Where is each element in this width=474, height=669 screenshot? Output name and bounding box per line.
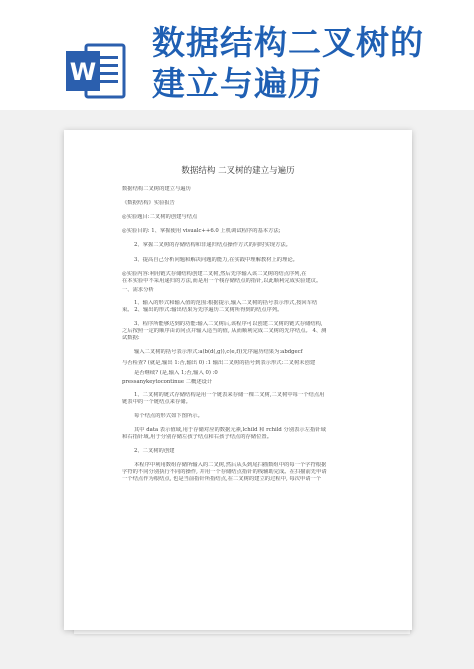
document-line: pressanykeytocontinue 二概述设计 (122, 379, 213, 385)
document-line: 与否检查? (就是,输出 1:否,输出 0) :1 输出二叉树的括号到表示形式:二叉树未创建 (122, 360, 316, 366)
document-line: 数据结构二叉树的建立与遍历 (122, 186, 191, 192)
document-line: ◎实验内容:利用链式存储结构创建二叉树,然后先序输入该二叉树的结点序列,在 (122, 271, 307, 277)
document-line: 2、掌握二叉树的存储结构和非递归结点操作方式的同时实现方法。 (134, 242, 291, 248)
document-line: ◎实验目的: 1、掌握使用 visualc++6.0 上机调试程序的基本方法; (122, 228, 281, 234)
document-line: 1、二叉树的链式存储结构是用一个链表来存储一棵二叉树,二叉树中每一个结点用 (134, 392, 325, 398)
svg-text:W: W (69, 58, 97, 86)
header-banner (0, 0, 474, 110)
document-line: 是否继续? (是,输入 1;否,输入 0) :0 (134, 370, 218, 376)
document-line: 链表中的一个链结点来存储。 (122, 399, 191, 405)
document-title: 数据结构 二叉树的建立与遍历 (181, 166, 295, 176)
document-line: 输入二叉树的括号表示形式:a(b(d(,g)),c(e,f))先序遍历结果为:abdgecf (134, 349, 303, 355)
document-page (64, 130, 412, 630)
document-line: 3、程序所能够达到的功能:输入二叉树后,该程序可以创建二叉树的链式存储结构, (134, 321, 323, 327)
page-title: 数据结构二叉树的 建立与遍历 (152, 23, 424, 103)
document-line: 本程序中利用数组存储所输入的二叉树,然后从头到尾扫描数组中的每一个字符根据 (134, 462, 327, 468)
document-line: 《数据结构》实验报告 (122, 200, 175, 206)
document-line: ◎实验题目:二叉树的创建与结点 (122, 214, 198, 220)
word-document-icon (64, 42, 126, 100)
document-line: 2、二叉树的创建 (134, 448, 175, 454)
document-line: 和右指针域,用于分别存储左孩子结点和右孩子结点的存储位置。 (122, 434, 272, 440)
document-line: 之后按照一定的顺序由访问点并输入适当的值, 从而顺利完成二叉树的先序结点。 4、测 (122, 328, 327, 334)
document-line: 一个结点作为根结点, 也是当前指针所指结点,在二叉树的建立的过程中, 每次申请一个 (122, 476, 322, 482)
document-line: 每个结点的形式如下图所示。 (134, 413, 203, 419)
document-line: 3、提高自己分析问题和解决问题的能力,在实践中理解教材上的理论。 (134, 257, 298, 263)
document-line: 其中 data 表示值域,用于存储对应的数据元素,lchild 和 rchild 分别表示左指针域 (134, 427, 326, 433)
document-line: 字符的不同分别执行不同的操作, 并用一个存储结点指针的栈辅助完成。在扫描前先申请 (122, 469, 327, 475)
document-line: 在本实验中不采用递归的方法,而是用一个栈存储结点的指针,以此顺利完成实验建议。 (122, 278, 322, 284)
document-line: 束。 2、输出的形式:输出结果为先序遍历二叉树所得到的结点序列。 (122, 307, 283, 313)
document-line: 一、需求分析 (122, 287, 154, 293)
document-line: 1、输入的形式和输入值的范围:根据提示,输入二叉树的括号表示形式,按回车结 (134, 300, 318, 306)
document-line: 试数据: (122, 335, 140, 341)
